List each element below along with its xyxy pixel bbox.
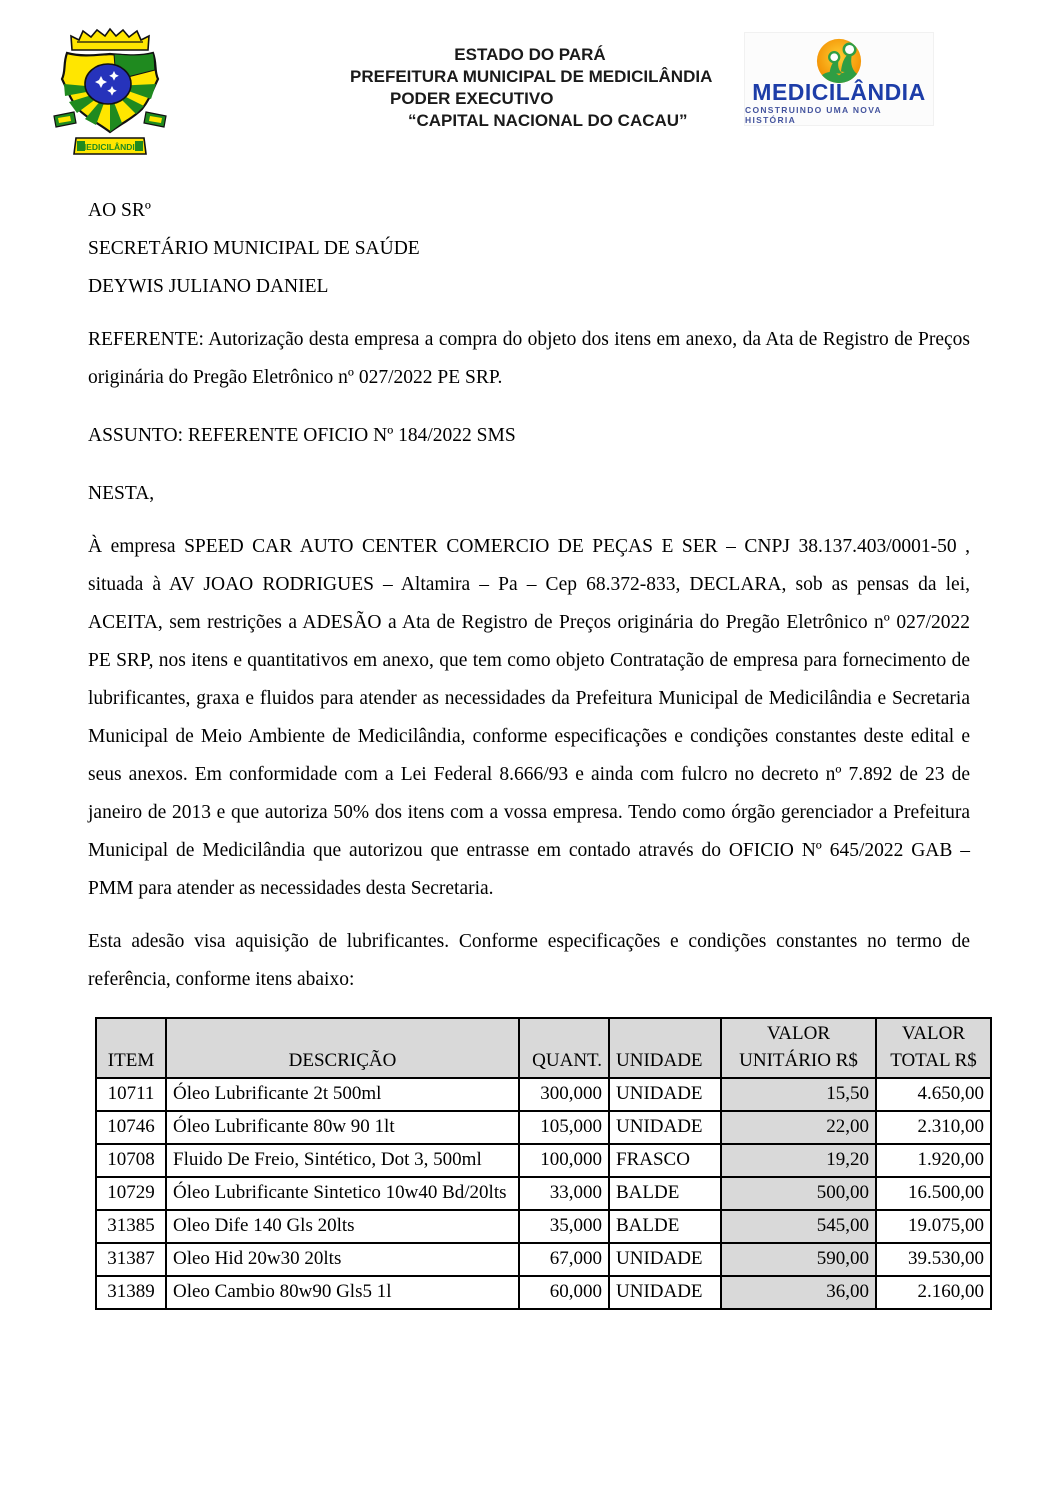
cell-quantity: 100,000: [519, 1144, 609, 1177]
reference-paragraph: REFERENTE: Autorização desta empresa a compra do objeto dos itens em anexo, da Ata de Registro de Preços originária do Pregão Eletrônico nº 027/2022 PE SRP.: [88, 329, 970, 388]
place-line: NESTA,: [88, 483, 155, 504]
table-row: [96, 1243, 991, 1276]
cell-unit: UNIDADE: [609, 1078, 721, 1111]
recipient-block: [88, 192, 970, 306]
cell-unit-value: 36,00: [721, 1276, 876, 1309]
recipient-salutation: AO SRº: [88, 200, 151, 221]
cell-item: 10711: [96, 1078, 166, 1111]
cell-unit: BALDE: [609, 1177, 721, 1210]
cell-description: Fluido De Freio, Sintético, Dot 3, 500ml: [166, 1144, 519, 1177]
cell-total-value: 2.310,00: [876, 1111, 991, 1144]
table-row: [96, 1111, 991, 1144]
cell-total-value: 2.160,00: [876, 1276, 991, 1309]
cell-quantity: 105,000: [519, 1111, 609, 1144]
logo-tagline: CONSTRUINDO UMA NOVA HISTÓRIA: [745, 105, 882, 125]
letterhead-state: ESTADO DO PARÁ: [454, 45, 606, 64]
letterhead-branch: PODER EXECUTIVO: [390, 89, 554, 108]
table-row: [96, 1210, 991, 1243]
items-table: [95, 1017, 992, 1310]
table-row: [96, 1078, 991, 1111]
cell-total-value: 16.500,00: [876, 1177, 991, 1210]
cell-total-value: 4.650,00: [876, 1078, 991, 1111]
cell-description: Óleo Lubrificante Sintetico 10w40 Bd/20lts: [166, 1177, 519, 1210]
cell-quantity: 60,000: [519, 1276, 609, 1309]
cell-unit-value: 545,00: [721, 1210, 876, 1243]
cell-total-value: 39.530,00: [876, 1243, 991, 1276]
header-quantity: QUANT.: [519, 1018, 609, 1078]
letterhead-text: [350, 44, 713, 132]
letterhead-municipality: PREFEITURA MUNICIPAL DE MEDICILÂNDIA: [350, 67, 713, 86]
cell-item: 10708: [96, 1144, 166, 1177]
cell-item: 10746: [96, 1111, 166, 1144]
cell-description: Oleo Hid 20w30 20lts: [166, 1243, 519, 1276]
logo-brand-name: MEDICILÂNDIA: [752, 79, 926, 105]
cell-unit: FRASCO: [609, 1144, 721, 1177]
cell-quantity: 67,000: [519, 1243, 609, 1276]
document-body: [0, 192, 1058, 1310]
letterhead: [0, 0, 1058, 168]
cell-quantity: 300,000: [519, 1078, 609, 1111]
table-row: [96, 1276, 991, 1309]
crest-banner-text: MEDICILÂNDIA: [79, 142, 141, 152]
cell-item: 31387: [96, 1243, 166, 1276]
main-paragraph: À empresa SPEED CAR AUTO CENTER COMERCIO DE PEÇAS E SER – CNPJ 38.137.403/0001-50 , situada à AV JOAO RODRIGUES – Altamira – Pa – Cep 68.372-833, DECLARA, sob as pensas da lei, ACEITA, sem restrições a ADESÃO a Ata de Registro de Preços originária do Pregão Eletrônico nº 027/2022 PE SRP, nos itens e quantitativos em anexo, que tem como objeto Contratação de empresa para fornecimento de lubrificantes, graxa e fluidos para atender as necessidades da Prefeitura Municipal de Medicilândia e Secretaria Municipal de Meio Ambiente de Medicilândia, conforme especificações e condições constantes deste edital e seus anexos. Em conformidade com a Lei Federal 8.666/93 e ainda com fulcro no decreto nº 7.892 de 23 de janeiro de 2013 e que autoriza 50% dos itens com a vossa empresa. Tendo como órgão gerenciador a Prefeitura Municipal de Medicilândia que autorizou que entrasse em contado através do OFICIO Nº 645/2022 GAB – PMM para atender as necessidades desta Secretaria.: [88, 536, 970, 899]
recipient-name: DEYWIS JULIANO DANIEL: [88, 276, 329, 297]
coat-of-arms-icon: [52, 26, 168, 160]
cell-quantity: 33,000: [519, 1177, 609, 1210]
closing-paragraph: Esta adesão visa aquisição de lubrificantes. Conforme especificações e condições constantes no termo de referência, conforme itens abaixo:: [88, 931, 970, 990]
cell-unit: UNIDADE: [609, 1276, 721, 1309]
cell-unit: UNIDADE: [609, 1111, 721, 1144]
letterhead-motto: “CAPITAL NACIONAL DO CACAU”: [408, 111, 688, 130]
city-logo: [744, 32, 934, 126]
header-unit-value: VALOR UNITÁRIO R$: [721, 1018, 876, 1078]
cell-quantity: 35,000: [519, 1210, 609, 1243]
cell-unit: BALDE: [609, 1210, 721, 1243]
table-row: [96, 1144, 991, 1177]
cell-unit-value: 500,00: [721, 1177, 876, 1210]
header-description: DESCRIÇÃO: [166, 1018, 519, 1078]
subject-line: ASSUNTO: REFERENTE OFICIO Nº 184/2022 SMS: [88, 425, 516, 446]
header-item: ITEM: [96, 1018, 166, 1078]
items-table-body: [96, 1078, 991, 1309]
header-unit: UNIDADE: [609, 1018, 721, 1078]
table-row: [96, 1177, 991, 1210]
cell-unit-value: 19,20: [721, 1144, 876, 1177]
cell-unit-value: 590,00: [721, 1243, 876, 1276]
sun-people-icon: [803, 37, 875, 85]
cell-unit: UNIDADE: [609, 1243, 721, 1276]
cell-description: Óleo Lubrificante 2t 500ml: [166, 1078, 519, 1111]
cell-description: Oleo Cambio 80w90 Gls5 1l: [166, 1276, 519, 1309]
cell-item: 31389: [96, 1276, 166, 1309]
cell-description: Oleo Dife 140 Gls 20lts: [166, 1210, 519, 1243]
items-table-header: [96, 1018, 991, 1078]
recipient-title: SECRETÁRIO MUNICIPAL DE SAÚDE: [88, 238, 420, 259]
cell-item: 10729: [96, 1177, 166, 1210]
cell-total-value: 19.075,00: [876, 1210, 991, 1243]
cell-unit-value: 15,50: [721, 1078, 876, 1111]
cell-description: Óleo Lubrificante 80w 90 1lt: [166, 1111, 519, 1144]
cell-item: 31385: [96, 1210, 166, 1243]
cell-total-value: 1.920,00: [876, 1144, 991, 1177]
header-total-value: VALOR TOTAL R$: [876, 1018, 991, 1078]
cell-unit-value: 22,00: [721, 1111, 876, 1144]
